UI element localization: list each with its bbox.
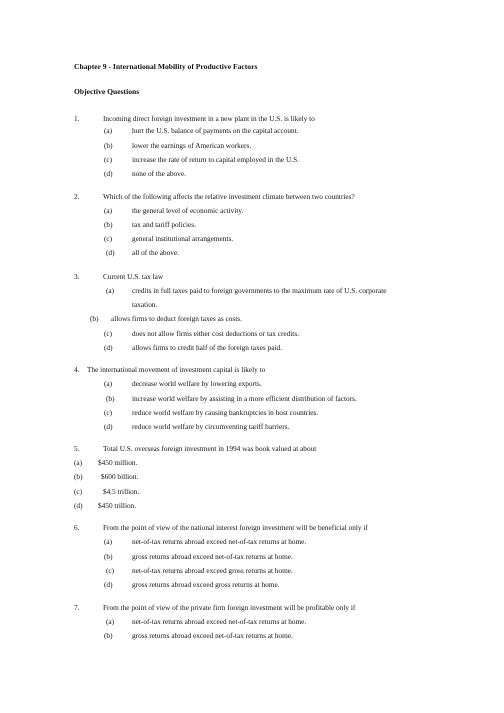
option-label: (a) [104,379,113,388]
question-number: 4. [74,365,80,374]
question-number: 5. [74,444,80,453]
option-text: increase the rate of return to capital employed in the U.S. [132,155,299,164]
option-text: gross returns abroad exceed gross returns at home. [132,580,280,589]
question-text: Total U.S. overseas foreign investment in 1994 was book valued at about [103,444,317,453]
option-text: credits in full taxes paid to foreign governments to the maximum rate of U.S. corporate [132,286,387,295]
option-label: (c) [104,234,113,243]
option-text: reduce world welfare by causing bankruptcies in host countries. [132,408,319,417]
option-label: (b) [104,631,113,640]
option-text: tax and tariff policies. [132,220,196,229]
option-label: (b) [90,314,99,323]
option-label: (d) [104,422,113,431]
option-text: all of the above. [132,248,180,257]
question-text: From the point of view of the private firm foreign investment will be profitable only if [103,603,356,612]
option-text: allows firms to deduct foreign taxes as costs. [111,314,242,323]
question-number: 1. [74,114,80,123]
option-text: lower the earnings of American workers. [132,141,252,150]
option-text: general institutional arrangements. [132,234,234,243]
option-label: (c) [74,487,83,496]
option-text: reduce world welfare by circumventing tariff barriers. [132,422,290,431]
option-text: allows firms to credit half of the foreign taxes paid. [132,343,282,352]
option-text: hurt the U.S. balance of payments on the capital account. [132,126,299,135]
option-text: net-of-tax returns abroad exceed net-of-tax returns at home. [132,617,307,626]
option-label: (d) [106,248,115,257]
option-text: $450 trillion. [98,501,137,510]
option-label: (c) [106,566,115,575]
option-label: (c) [104,155,113,164]
option-text: $450 million. [98,458,138,467]
chapter-title: Chapter 9 - International Mobility of Productive Factors [74,62,258,71]
option-text: gross returns abroad exceed net-of-tax returns at home. [132,552,293,561]
question-number: 3. [74,272,80,281]
option-label: (b) [106,394,115,403]
option-text: none of the above. [132,169,186,178]
question-text: From the point of view of the national interest foreign investment will be beneficial only if [103,523,368,532]
option-label: (d) [104,343,113,352]
question-number: 7. [74,603,80,612]
option-label: (c) [104,329,113,338]
option-label: (a) [104,126,113,135]
option-label: (d) [104,580,113,589]
option-text-continued: taxation. [132,300,158,309]
option-label: (b) [74,472,83,481]
option-label: (a) [104,206,113,215]
option-label: (b) [104,141,113,150]
question-text: Incoming direct foreign investment in a new plant in the U.S. is likely to [103,114,315,123]
option-label: (a) [74,458,83,467]
option-label: (a) [104,537,113,546]
option-text: decrease world welfare by lowering exports. [132,379,262,388]
section-heading: Objective Questions [74,87,140,96]
question-number: 6. [74,523,80,532]
option-text: does not allow firms either cost deductions or tax credits. [132,329,299,338]
question-text: The international movement of investment capital is likely to [87,365,266,374]
option-text: gross returns abroad exceed net-of-tax returns at home. [132,631,293,640]
option-text: net-of-tax returns abroad exceed net-of-tax returns at home. [132,537,307,546]
option-label: (b) [104,220,113,229]
question-number: 2. [74,192,80,201]
option-text: the general level of economic activity. [132,206,244,215]
option-text: $4.5 trillion. [103,487,140,496]
option-label: (b) [104,552,113,561]
option-label: (d) [104,169,113,178]
option-label: (a) [106,617,115,626]
option-text: increase world welfare by assisting in a more efficient distribution of factors. [132,394,357,403]
option-text: net-of-tax returns abroad exceed gross returns at home. [132,566,293,575]
option-text: $600 billion. [101,472,139,481]
question-text: Which of the following affects the relative investment climate between two countries? [103,192,355,201]
option-label: (a) [106,286,115,295]
question-text: Current U.S. tax law [103,272,164,281]
option-label: (c) [104,408,113,417]
option-label: (d) [74,501,83,510]
